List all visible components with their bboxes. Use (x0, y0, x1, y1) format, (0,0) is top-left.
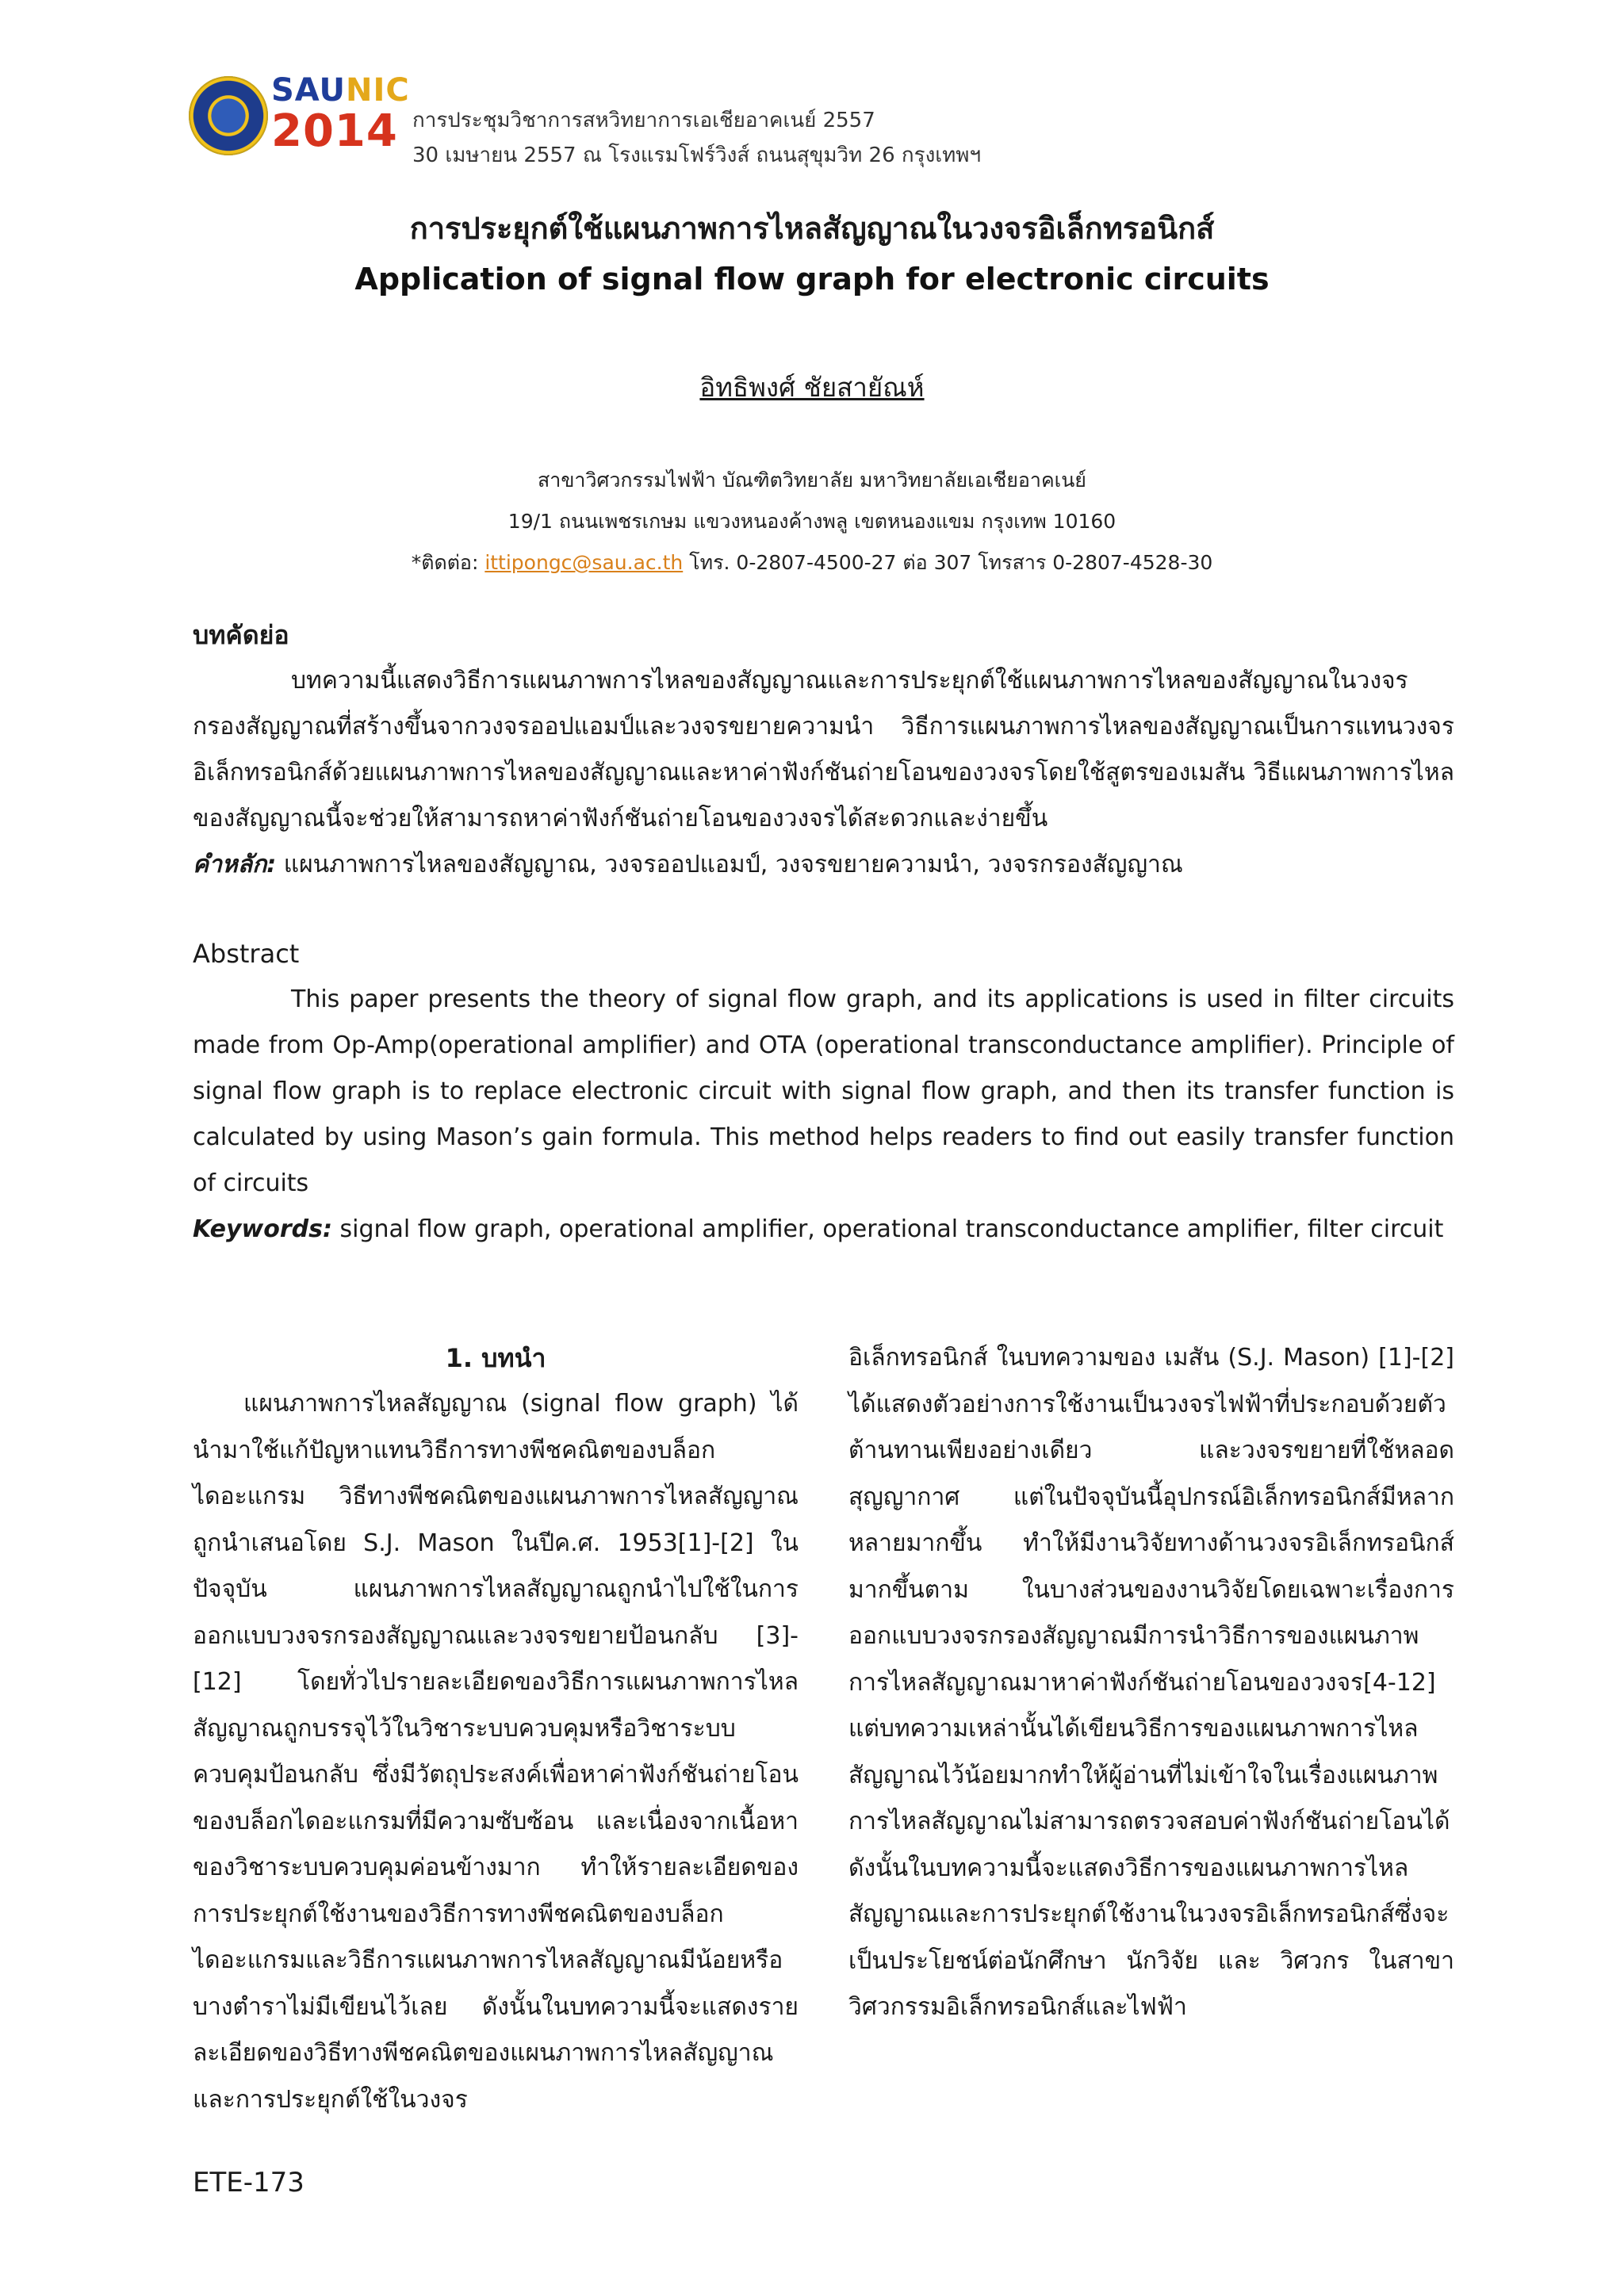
contact-phone-fax: โทร. 0-2807-4500-27 ต่อ 307 โทรสาร 0-2807-4528-30 (683, 551, 1213, 574)
affiliation-address: 19/1 ถนนเพชรเกษม แขวงหนองค้างพลู เขตหนองแขม กรุงเทพ 10160 (508, 510, 1116, 533)
affiliation-department: สาขาวิศวกรรมไฟฟ้า บัณฑิตวิทยาลัย มหาวิทยาลัยเอเชียอาคเนย์ (538, 469, 1086, 492)
affiliation (0, 460, 1624, 584)
introduction-right-column (848, 1335, 1454, 2031)
keywords-english (193, 1207, 1454, 1253)
abstract-thai-heading: บทคัดย่อ (193, 620, 289, 650)
logo-nic: NIC (346, 72, 410, 109)
introduction-heading: 1. บทนำ (445, 1343, 546, 1373)
introduction-left-column (193, 1335, 799, 2123)
paper-title-thai: การประยุกต์ใช้แผนภาพการไหลสัญญาณในวงจรอิเล็กทรอนิกส์ (409, 211, 1215, 246)
page-number: ETE-173 (193, 2167, 304, 2198)
conference-name: การประชุมวิชาการสหวิทยาการเอเชียอาคเนย์ 2557 (412, 109, 875, 132)
paper-title-english: Application of signal flow graph for electronic circuits (354, 262, 1270, 297)
keywords-english-list: signal flow graph, operational amplifier, operational transconductance amplifier, filter circuit (331, 1215, 1444, 1243)
author-name: อิทธิพงศ์ ชัยสายัณห์ (699, 372, 925, 403)
introduction-text-left: แผนภาพการไหลสัญญาณ (signal flow graph) ได้นำมาใช้แก้ปัญหาแทนวิธีการทางพีชคณิตของบล็อกไดอะแกรม วิธีทางพีชคณิตของแผนภาพการไหลสัญญาณถูกนำเสนอโดย S.J. Mason ในปีค.ศ. 1953[1]-[2] ในปัจจุบัน แผนภาพการไหลสัญญาณถูกนำไปใช้ในการออกแบบวงจรกรองสัญญาณและวงจรขยายป้อนกลับ [3]-[12] โดยทั่วไปรายละเอียดของวิธีการแผนภาพการไหลสัญญาณถูกบรรจุไว้ในวิชาระบบควบคุมหรือวิชาระบบควบคุมป้อนกลับ ซึ่งมีวัตถุประสงค์เพื่อหาค่าฟังก์ชันถ่ายโอนของบล็อกไดอะแกรมที่มีความซับซ้อน และเนื่องจากเนื้อหาของวิชาระบบควบคุมค่อนข้างมาก ทำให้รายละเอียดของการประยุกต์ใช้งานของวิธีการทางพีชคณิตของบล็อกไดอะแกรมและวิธีการแผนภาพการไหลสัญญาณมีน้อยหรือบางตำราไม่มีเขียนไว้เลย ดังนั้นในบทความนี้จะแสดงรายละเอียดของวิธีทางพีชคณิตของแผนภาพการไหลสัญญาณและการประยุกต์ใช้ในวงจร (193, 1390, 799, 2114)
conference-logo-emblem (189, 76, 268, 155)
abstract-english-heading: Abstract (193, 939, 300, 969)
conference-date-venue: 30 เมษายน 2557 ณ โรงแรมโฟร์วิงส์ ถนนสุขุมวิท 26 กรุงเทพฯ (412, 144, 982, 167)
keywords-thai-label: คำหลัก: (193, 851, 277, 878)
logo-year: 2014 (271, 105, 398, 157)
conference-info (412, 103, 981, 173)
abstract-thai-section (193, 612, 1454, 888)
abstract-english-body: This paper presents the theory of signal flow graph, and its applications is used in filter circuits made from Op-Amp(operational amplifier) and OTA (operational transconductance amplifier). Principle of signal flow graph is to replace electronic circuit with signal flow graph, and then its transfer function is calculated by using Mason’s gain formula. This method helps readers to find out easily transfer function of circuits (193, 985, 1454, 1197)
keywords-thai (193, 842, 1454, 888)
contact-email-link[interactable]: ittipongc@sau.ac.th (485, 551, 684, 574)
conference-header (189, 72, 1140, 171)
contact-label: *ติดต่อ: (411, 551, 485, 574)
abstract-english-section (193, 931, 1454, 1253)
contact-line (0, 542, 1624, 584)
logo-sau: SAU (271, 72, 347, 109)
introduction-text-right: อิเล็กทรอนิกส์ ในบทความของ เมสัน (S.J. Mason) [1]-[2] ได้แสดงตัวอย่างการใช้งานเป็นวงจรไฟฟ้าที่ประกอบด้วยตัวต้านทานเพียงอย่างเดียว และวงจรขยายที่ใช้หลอดสุญญากาศ แต่ในปัจจุบันนี้อุปกรณ์อิเล็กทรอนิกส์มีหลากหลายมากขึ้น ทำให้มีงานวิจัยทางด้านวงจรอิเล็กทรอนิกส์มากขึ้นตาม ในบางส่วนของงานวิจัยโดยเฉพาะเรื่องการออกแบบวงจรกรองสัญญาณมีการนำวิธีการของแผนภาพการไหลสัญญาณมาหาค่าฟังก์ชันถ่ายโอนของวงจร[4-12] แต่บทความเหล่านั้นได้เขียนวิธีการของแผนภาพการไหลสัญญาณไว้น้อยมากทำให้ผู้อ่านที่ไม่เข้าใจในเรื่องแผนภาพการไหลสัญญาณไม่สามารถตรวจสอบค่าฟังก์ชันถ่ายโอนได้ ดังนั้นในบทความนี้จะแสดงวิธีการของแผนภาพการไหลสัญญาณและการประยุกต์ใช้งานในวงจรอิเล็กทรอนิกส์ซึ่งจะเป็นประโยชน์ต่อนักศึกษา นักวิจัย และ วิศวกร ในสาขาวิศวกรรมอิเล็กทรอนิกส์และไฟฟ้า (848, 1344, 1454, 2021)
abstract-thai-body: บทความนี้แสดงวิธีการแผนภาพการไหลของสัญญาณและการประยุกต์ใช้แผนภาพการไหลของสัญญาณในวงจรกรองสัญญาณที่สร้างขึ้นจากวงจรออปแอมป์และวงจรขยายความนำ วิธีการแผนภาพการไหลของสัญญาณเป็นการแทนวงจรอิเล็กทรอนิกส์ด้วยแผนภาพการไหลของสัญญาณและหาค่าฟังก์ชันถ่ายโอนของวงจรโดยใช้สูตรของเมสัน วิธีแผนภาพการไหลของสัญญาณนี้จะช่วยให้สามารถหาค่าฟังก์ชันถ่ายโอนของวงจรได้สะดวกและง่ายขึ้น (193, 667, 1454, 832)
keywords-thai-list: แผนภาพการไหลของสัญญาณ, วงจรออปแอมป์, วงจรขยายความนำ, วงจรกรองสัญญาณ (276, 851, 1183, 878)
keywords-english-label: Keywords: (193, 1215, 332, 1243)
paper-title-block (0, 208, 1624, 300)
conference-logo-text (271, 72, 410, 170)
